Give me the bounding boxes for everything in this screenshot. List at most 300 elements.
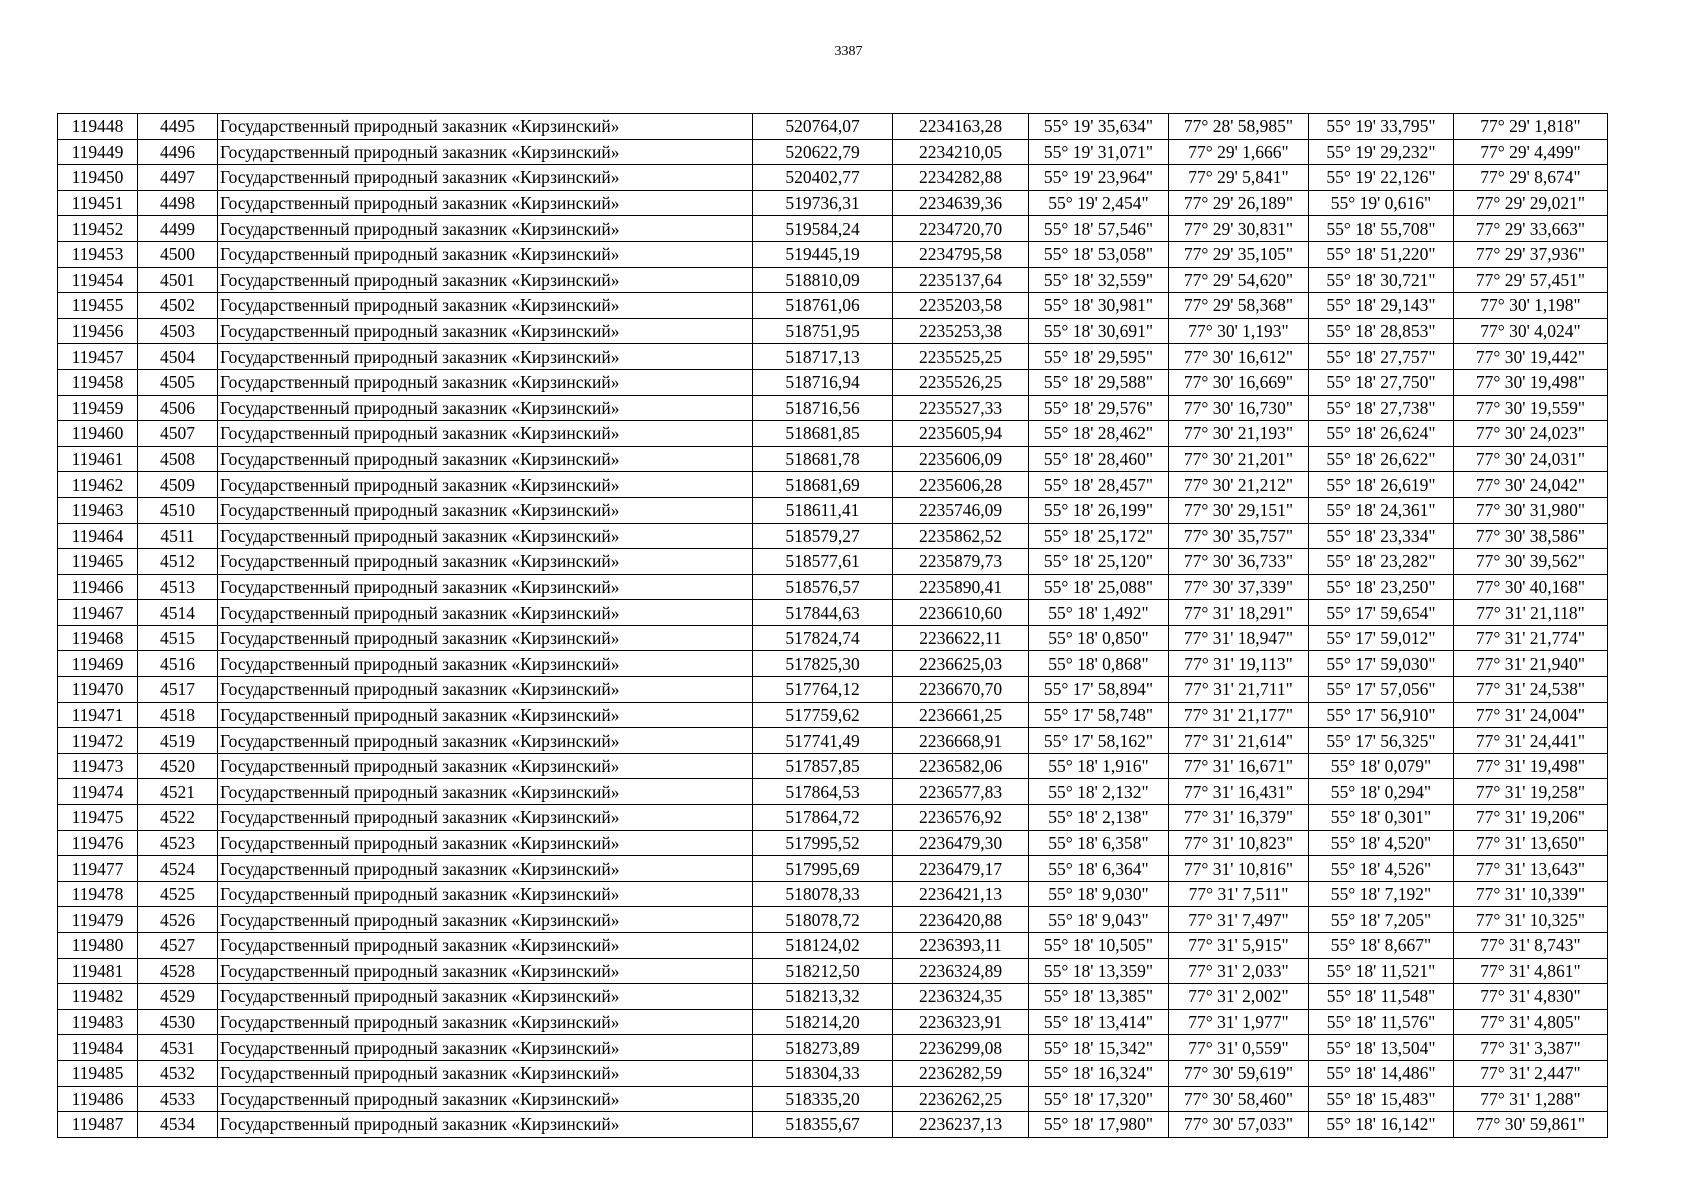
longitude-2-cell: 77° 31' 21,774"	[1454, 625, 1608, 651]
y-coordinate-cell: 2236237,13	[893, 1112, 1029, 1138]
row-id-cell: 119475	[58, 805, 138, 831]
point-number-cell: 4497	[138, 165, 218, 191]
latitude-1-cell: 55° 18' 26,199"	[1029, 497, 1169, 523]
y-coordinate-cell: 2236610,60	[893, 600, 1029, 626]
latitude-1-cell: 55° 19' 31,071"	[1029, 139, 1169, 165]
point-number-cell: 4500	[138, 241, 218, 267]
longitude-1-cell: 77° 31' 2,033"	[1169, 958, 1309, 984]
table-row	[58, 856, 1608, 882]
x-coordinate-cell: 517995,69	[753, 856, 893, 882]
longitude-2-cell: 77° 30' 24,031"	[1454, 446, 1608, 472]
longitude-1-cell: 77° 30' 37,339"	[1169, 574, 1309, 600]
latitude-2-cell: 55° 18' 55,708"	[1309, 216, 1454, 242]
table-row	[58, 1009, 1608, 1035]
row-id-cell: 119483	[58, 1009, 138, 1035]
x-coordinate-cell: 520764,07	[753, 114, 893, 140]
longitude-1-cell: 77° 30' 16,669"	[1169, 369, 1309, 395]
latitude-2-cell: 55° 18' 26,622"	[1309, 446, 1454, 472]
table-row	[58, 472, 1608, 498]
longitude-2-cell: 77° 29' 29,021"	[1454, 190, 1608, 216]
longitude-1-cell: 77° 30' 21,193"	[1169, 421, 1309, 447]
longitude-1-cell: 77° 30' 21,201"	[1169, 446, 1309, 472]
name-cell: Государственный природный заказник «Кирзинский»	[218, 1060, 753, 1086]
longitude-2-cell: 77° 31' 3,387"	[1454, 1035, 1608, 1061]
y-coordinate-cell: 2236393,11	[893, 933, 1029, 959]
latitude-1-cell: 55° 18' 2,138"	[1029, 805, 1169, 831]
latitude-1-cell: 55° 18' 13,385"	[1029, 984, 1169, 1010]
longitude-1-cell: 77° 31' 16,671"	[1169, 753, 1309, 779]
x-coordinate-cell: 518576,57	[753, 574, 893, 600]
y-coordinate-cell: 2235890,41	[893, 574, 1029, 600]
x-coordinate-cell: 518611,41	[753, 497, 893, 523]
point-number-cell: 4517	[138, 677, 218, 703]
y-coordinate-cell: 2236420,88	[893, 907, 1029, 933]
row-id-cell: 119481	[58, 958, 138, 984]
table-row	[58, 421, 1608, 447]
name-cell: Государственный природный заказник «Кирзинский»	[218, 600, 753, 626]
latitude-1-cell: 55° 18' 29,595"	[1029, 344, 1169, 370]
name-cell: Государственный природный заказник «Кирзинский»	[218, 293, 753, 319]
latitude-1-cell: 55° 18' 25,120"	[1029, 549, 1169, 575]
latitude-2-cell: 55° 18' 13,504"	[1309, 1035, 1454, 1061]
latitude-1-cell: 55° 18' 30,691"	[1029, 318, 1169, 344]
table-row	[58, 1112, 1608, 1138]
y-coordinate-cell: 2235525,25	[893, 344, 1029, 370]
row-id-cell: 119457	[58, 344, 138, 370]
row-id-cell: 119456	[58, 318, 138, 344]
row-id-cell: 119466	[58, 574, 138, 600]
longitude-2-cell: 77° 30' 4,024"	[1454, 318, 1608, 344]
x-coordinate-cell: 518716,56	[753, 395, 893, 421]
longitude-1-cell: 77° 29' 58,368"	[1169, 293, 1309, 319]
latitude-2-cell: 55° 18' 11,521"	[1309, 958, 1454, 984]
row-id-cell: 119478	[58, 881, 138, 907]
x-coordinate-cell: 517825,30	[753, 651, 893, 677]
y-coordinate-cell: 2235526,25	[893, 369, 1029, 395]
x-coordinate-cell: 517864,72	[753, 805, 893, 831]
x-coordinate-cell: 517857,85	[753, 753, 893, 779]
y-coordinate-cell: 2234163,28	[893, 114, 1029, 140]
point-number-cell: 4529	[138, 984, 218, 1010]
row-id-cell: 119479	[58, 907, 138, 933]
latitude-1-cell: 55° 19' 23,964"	[1029, 165, 1169, 191]
longitude-2-cell: 77° 31' 19,258"	[1454, 779, 1608, 805]
table-row	[58, 702, 1608, 728]
latitude-1-cell: 55° 18' 0,850"	[1029, 625, 1169, 651]
y-coordinate-cell: 2234282,88	[893, 165, 1029, 191]
table-row	[58, 677, 1608, 703]
latitude-1-cell: 55° 18' 10,505"	[1029, 933, 1169, 959]
row-id-cell: 119455	[58, 293, 138, 319]
name-cell: Государственный природный заказник «Кирзинский»	[218, 114, 753, 140]
longitude-1-cell: 77° 31' 0,559"	[1169, 1035, 1309, 1061]
longitude-1-cell: 77° 29' 26,189"	[1169, 190, 1309, 216]
row-id-cell: 119463	[58, 497, 138, 523]
x-coordinate-cell: 517759,62	[753, 702, 893, 728]
longitude-1-cell: 77° 31' 10,823"	[1169, 830, 1309, 856]
latitude-2-cell: 55° 18' 30,721"	[1309, 267, 1454, 293]
y-coordinate-cell: 2236622,11	[893, 625, 1029, 651]
row-id-cell: 119469	[58, 651, 138, 677]
longitude-2-cell: 77° 31' 19,498"	[1454, 753, 1608, 779]
point-number-cell: 4534	[138, 1112, 218, 1138]
row-id-cell: 119453	[58, 241, 138, 267]
latitude-2-cell: 55° 18' 11,576"	[1309, 1009, 1454, 1035]
y-coordinate-cell: 2236323,91	[893, 1009, 1029, 1035]
longitude-2-cell: 77° 29' 57,451"	[1454, 267, 1608, 293]
x-coordinate-cell: 518681,78	[753, 446, 893, 472]
longitude-1-cell: 77° 29' 30,831"	[1169, 216, 1309, 242]
latitude-2-cell: 55° 19' 0,616"	[1309, 190, 1454, 216]
row-id-cell: 119476	[58, 830, 138, 856]
table-row	[58, 190, 1608, 216]
point-number-cell: 4512	[138, 549, 218, 575]
y-coordinate-cell: 2235606,28	[893, 472, 1029, 498]
name-cell: Государственный природный заказник «Кирзинский»	[218, 856, 753, 882]
point-number-cell: 4498	[138, 190, 218, 216]
y-coordinate-cell: 2236576,92	[893, 805, 1029, 831]
latitude-2-cell: 55° 18' 11,548"	[1309, 984, 1454, 1010]
longitude-1-cell: 77° 29' 5,841"	[1169, 165, 1309, 191]
x-coordinate-cell: 518273,89	[753, 1035, 893, 1061]
latitude-2-cell: 55° 18' 14,486"	[1309, 1060, 1454, 1086]
latitude-2-cell: 55° 19' 29,232"	[1309, 139, 1454, 165]
point-number-cell: 4516	[138, 651, 218, 677]
table-row	[58, 497, 1608, 523]
latitude-1-cell: 55° 18' 9,043"	[1029, 907, 1169, 933]
latitude-2-cell: 55° 18' 8,667"	[1309, 933, 1454, 959]
latitude-1-cell: 55° 18' 28,460"	[1029, 446, 1169, 472]
latitude-2-cell: 55° 18' 23,334"	[1309, 523, 1454, 549]
row-id-cell: 119462	[58, 472, 138, 498]
longitude-1-cell: 77° 31' 10,816"	[1169, 856, 1309, 882]
latitude-1-cell: 55° 18' 6,358"	[1029, 830, 1169, 856]
y-coordinate-cell: 2235879,73	[893, 549, 1029, 575]
y-coordinate-cell: 2235527,33	[893, 395, 1029, 421]
table-row	[58, 165, 1608, 191]
table-row	[58, 1060, 1608, 1086]
longitude-1-cell: 77° 30' 1,193"	[1169, 318, 1309, 344]
latitude-2-cell: 55° 17' 57,056"	[1309, 677, 1454, 703]
latitude-1-cell: 55° 18' 25,088"	[1029, 574, 1169, 600]
longitude-1-cell: 77° 28' 58,985"	[1169, 114, 1309, 140]
name-cell: Государственный природный заказник «Кирзинский»	[218, 702, 753, 728]
point-number-cell: 4503	[138, 318, 218, 344]
longitude-1-cell: 77° 31' 5,915"	[1169, 933, 1309, 959]
longitude-1-cell: 77° 31' 21,711"	[1169, 677, 1309, 703]
latitude-2-cell: 55° 18' 0,294"	[1309, 779, 1454, 805]
latitude-2-cell: 55° 18' 0,079"	[1309, 753, 1454, 779]
latitude-2-cell: 55° 18' 16,142"	[1309, 1112, 1454, 1138]
point-number-cell: 4505	[138, 369, 218, 395]
row-id-cell: 119477	[58, 856, 138, 882]
longitude-1-cell: 77° 31' 21,614"	[1169, 728, 1309, 754]
row-id-cell: 119470	[58, 677, 138, 703]
name-cell: Государственный природный заказник «Кирзинский»	[218, 497, 753, 523]
y-coordinate-cell: 2236324,35	[893, 984, 1029, 1010]
longitude-1-cell: 77° 30' 29,151"	[1169, 497, 1309, 523]
row-id-cell: 119480	[58, 933, 138, 959]
longitude-2-cell: 77° 30' 19,559"	[1454, 395, 1608, 421]
table-row	[58, 574, 1608, 600]
x-coordinate-cell: 518212,50	[753, 958, 893, 984]
table-row	[58, 446, 1608, 472]
longitude-2-cell: 77° 30' 38,586"	[1454, 523, 1608, 549]
x-coordinate-cell: 520402,77	[753, 165, 893, 191]
y-coordinate-cell: 2235746,09	[893, 497, 1029, 523]
table-row	[58, 805, 1608, 831]
latitude-2-cell: 55° 18' 27,757"	[1309, 344, 1454, 370]
name-cell: Государственный природный заказник «Кирзинский»	[218, 446, 753, 472]
x-coordinate-cell: 519584,24	[753, 216, 893, 242]
table-row	[58, 651, 1608, 677]
latitude-1-cell: 55° 18' 17,320"	[1029, 1086, 1169, 1112]
x-coordinate-cell: 518717,13	[753, 344, 893, 370]
x-coordinate-cell: 518304,33	[753, 1060, 893, 1086]
y-coordinate-cell: 2235137,64	[893, 267, 1029, 293]
longitude-1-cell: 77° 31' 16,431"	[1169, 779, 1309, 805]
point-number-cell: 4523	[138, 830, 218, 856]
point-number-cell: 4506	[138, 395, 218, 421]
x-coordinate-cell: 519736,31	[753, 190, 893, 216]
table-row	[58, 241, 1608, 267]
latitude-1-cell: 55° 18' 29,576"	[1029, 395, 1169, 421]
latitude-2-cell: 55° 18' 26,619"	[1309, 472, 1454, 498]
x-coordinate-cell: 517824,74	[753, 625, 893, 651]
x-coordinate-cell: 518214,20	[753, 1009, 893, 1035]
point-number-cell: 4524	[138, 856, 218, 882]
latitude-2-cell: 55° 19' 22,126"	[1309, 165, 1454, 191]
row-id-cell: 119485	[58, 1060, 138, 1086]
longitude-2-cell: 77° 31' 21,940"	[1454, 651, 1608, 677]
row-id-cell: 119465	[58, 549, 138, 575]
y-coordinate-cell: 2236668,91	[893, 728, 1029, 754]
latitude-1-cell: 55° 18' 17,980"	[1029, 1112, 1169, 1138]
name-cell: Государственный природный заказник «Кирзинский»	[218, 677, 753, 703]
longitude-1-cell: 77° 31' 19,113"	[1169, 651, 1309, 677]
longitude-1-cell: 77° 31' 21,177"	[1169, 702, 1309, 728]
x-coordinate-cell: 518810,09	[753, 267, 893, 293]
latitude-2-cell: 55° 18' 7,205"	[1309, 907, 1454, 933]
point-number-cell: 4528	[138, 958, 218, 984]
latitude-1-cell: 55° 18' 53,058"	[1029, 241, 1169, 267]
y-coordinate-cell: 2236661,25	[893, 702, 1029, 728]
latitude-1-cell: 55° 18' 1,916"	[1029, 753, 1169, 779]
table-row	[58, 523, 1608, 549]
longitude-1-cell: 77° 31' 18,947"	[1169, 625, 1309, 651]
name-cell: Государственный природный заказник «Кирзинский»	[218, 805, 753, 831]
x-coordinate-cell: 520622,79	[753, 139, 893, 165]
page-number: 3387	[834, 44, 863, 59]
point-number-cell: 4525	[138, 881, 218, 907]
name-cell: Государственный природный заказник «Кирзинский»	[218, 267, 753, 293]
longitude-2-cell: 77° 31' 21,118"	[1454, 600, 1608, 626]
row-id-cell: 119460	[58, 421, 138, 447]
table-row	[58, 318, 1608, 344]
y-coordinate-cell: 2236670,70	[893, 677, 1029, 703]
latitude-2-cell: 55° 18' 15,483"	[1309, 1086, 1454, 1112]
latitude-1-cell: 55° 18' 30,981"	[1029, 293, 1169, 319]
latitude-1-cell: 55° 18' 28,457"	[1029, 472, 1169, 498]
latitude-2-cell: 55° 18' 29,143"	[1309, 293, 1454, 319]
row-id-cell: 119474	[58, 779, 138, 805]
name-cell: Государственный природный заказник «Кирзинский»	[218, 190, 753, 216]
name-cell: Государственный природный заказник «Кирзинский»	[218, 241, 753, 267]
x-coordinate-cell: 518078,33	[753, 881, 893, 907]
point-number-cell: 4527	[138, 933, 218, 959]
table-row	[58, 395, 1608, 421]
longitude-2-cell: 77° 30' 24,023"	[1454, 421, 1608, 447]
longitude-2-cell: 77° 31' 24,004"	[1454, 702, 1608, 728]
point-number-cell: 4530	[138, 1009, 218, 1035]
name-cell: Государственный природный заказник «Кирзинский»	[218, 958, 753, 984]
point-number-cell: 4495	[138, 114, 218, 140]
table-row	[58, 114, 1608, 140]
name-cell: Государственный природный заказник «Кирзинский»	[218, 318, 753, 344]
point-number-cell: 4513	[138, 574, 218, 600]
y-coordinate-cell: 2236577,83	[893, 779, 1029, 805]
longitude-2-cell: 77° 30' 59,861"	[1454, 1112, 1608, 1138]
x-coordinate-cell: 518681,85	[753, 421, 893, 447]
table-row	[58, 369, 1608, 395]
latitude-1-cell: 55° 18' 1,492"	[1029, 600, 1169, 626]
longitude-1-cell: 77° 29' 35,105"	[1169, 241, 1309, 267]
table-row	[58, 984, 1608, 1010]
x-coordinate-cell: 517995,52	[753, 830, 893, 856]
longitude-2-cell: 77° 30' 1,198"	[1454, 293, 1608, 319]
latitude-2-cell: 55° 17' 56,325"	[1309, 728, 1454, 754]
latitude-2-cell: 55° 17' 59,012"	[1309, 625, 1454, 651]
x-coordinate-cell: 517741,49	[753, 728, 893, 754]
latitude-2-cell: 55° 18' 4,526"	[1309, 856, 1454, 882]
table-row	[58, 625, 1608, 651]
latitude-1-cell: 55° 18' 13,359"	[1029, 958, 1169, 984]
longitude-2-cell: 77° 29' 33,663"	[1454, 216, 1608, 242]
name-cell: Государственный природный заказник «Кирзинский»	[218, 753, 753, 779]
table-row	[58, 779, 1608, 805]
point-number-cell: 4520	[138, 753, 218, 779]
latitude-2-cell: 55° 17' 59,654"	[1309, 600, 1454, 626]
point-number-cell: 4531	[138, 1035, 218, 1061]
table-row	[58, 267, 1608, 293]
y-coordinate-cell: 2236582,06	[893, 753, 1029, 779]
latitude-1-cell: 55° 17' 58,894"	[1029, 677, 1169, 703]
y-coordinate-cell: 2236299,08	[893, 1035, 1029, 1061]
x-coordinate-cell: 518078,72	[753, 907, 893, 933]
latitude-1-cell: 55° 18' 0,868"	[1029, 651, 1169, 677]
name-cell: Государственный природный заказник «Кирзинский»	[218, 344, 753, 370]
point-number-cell: 4522	[138, 805, 218, 831]
name-cell: Государственный природный заказник «Кирзинский»	[218, 625, 753, 651]
x-coordinate-cell: 518579,27	[753, 523, 893, 549]
longitude-2-cell: 77° 29' 4,499"	[1454, 139, 1608, 165]
longitude-1-cell: 77° 30' 16,730"	[1169, 395, 1309, 421]
row-id-cell: 119484	[58, 1035, 138, 1061]
name-cell: Государственный природный заказник «Кирзинский»	[218, 395, 753, 421]
row-id-cell: 119467	[58, 600, 138, 626]
latitude-1-cell: 55° 18' 29,588"	[1029, 369, 1169, 395]
name-cell: Государственный природный заказник «Кирзинский»	[218, 523, 753, 549]
name-cell: Государственный природный заказник «Кирзинский»	[218, 728, 753, 754]
latitude-1-cell: 55° 18' 28,462"	[1029, 421, 1169, 447]
x-coordinate-cell: 518355,67	[753, 1112, 893, 1138]
row-id-cell: 119471	[58, 702, 138, 728]
latitude-2-cell: 55° 18' 27,738"	[1309, 395, 1454, 421]
x-coordinate-cell: 518213,32	[753, 984, 893, 1010]
name-cell: Государственный природный заказник «Кирзинский»	[218, 933, 753, 959]
latitude-2-cell: 55° 18' 23,282"	[1309, 549, 1454, 575]
point-number-cell: 4509	[138, 472, 218, 498]
point-number-cell: 4511	[138, 523, 218, 549]
latitude-2-cell: 55° 18' 0,301"	[1309, 805, 1454, 831]
longitude-1-cell: 77° 30' 57,033"	[1169, 1112, 1309, 1138]
longitude-2-cell: 77° 29' 37,936"	[1454, 241, 1608, 267]
point-number-cell: 4496	[138, 139, 218, 165]
latitude-2-cell: 55° 18' 28,853"	[1309, 318, 1454, 344]
longitude-2-cell: 77° 29' 1,818"	[1454, 114, 1608, 140]
table-row	[58, 907, 1608, 933]
point-number-cell: 4532	[138, 1060, 218, 1086]
y-coordinate-cell: 2234795,58	[893, 241, 1029, 267]
longitude-1-cell: 77° 30' 36,733"	[1169, 549, 1309, 575]
name-cell: Государственный природный заказник «Кирзинский»	[218, 1112, 753, 1138]
x-coordinate-cell: 519445,19	[753, 241, 893, 267]
x-coordinate-cell: 518335,20	[753, 1086, 893, 1112]
longitude-2-cell: 77° 29' 8,674"	[1454, 165, 1608, 191]
latitude-2-cell: 55° 17' 59,030"	[1309, 651, 1454, 677]
point-number-cell: 4526	[138, 907, 218, 933]
table-row	[58, 958, 1608, 984]
latitude-2-cell: 55° 17' 56,910"	[1309, 702, 1454, 728]
table-row	[58, 600, 1608, 626]
y-coordinate-cell: 2235605,94	[893, 421, 1029, 447]
row-id-cell: 119468	[58, 625, 138, 651]
coordinates-table	[57, 113, 1608, 1138]
table-row	[58, 549, 1608, 575]
latitude-2-cell: 55° 18' 4,520"	[1309, 830, 1454, 856]
longitude-1-cell: 77° 31' 18,291"	[1169, 600, 1309, 626]
longitude-2-cell: 77° 31' 4,861"	[1454, 958, 1608, 984]
longitude-2-cell: 77° 31' 24,441"	[1454, 728, 1608, 754]
row-id-cell: 119461	[58, 446, 138, 472]
y-coordinate-cell: 2235203,58	[893, 293, 1029, 319]
latitude-1-cell: 55° 18' 25,172"	[1029, 523, 1169, 549]
latitude-1-cell: 55° 18' 57,546"	[1029, 216, 1169, 242]
longitude-1-cell: 77° 30' 59,619"	[1169, 1060, 1309, 1086]
name-cell: Государственный природный заказник «Кирзинский»	[218, 1035, 753, 1061]
name-cell: Государственный природный заказник «Кирзинский»	[218, 472, 753, 498]
table-row	[58, 139, 1608, 165]
point-number-cell: 4519	[138, 728, 218, 754]
y-coordinate-cell: 2236324,89	[893, 958, 1029, 984]
longitude-2-cell: 77° 30' 31,980"	[1454, 497, 1608, 523]
longitude-2-cell: 77° 31' 13,643"	[1454, 856, 1608, 882]
y-coordinate-cell: 2236625,03	[893, 651, 1029, 677]
point-number-cell: 4515	[138, 625, 218, 651]
name-cell: Государственный природный заказник «Кирзинский»	[218, 907, 753, 933]
point-number-cell: 4518	[138, 702, 218, 728]
x-coordinate-cell: 518124,02	[753, 933, 893, 959]
longitude-1-cell: 77° 31' 7,497"	[1169, 907, 1309, 933]
y-coordinate-cell: 2235862,52	[893, 523, 1029, 549]
y-coordinate-cell: 2235606,09	[893, 446, 1029, 472]
longitude-2-cell: 77° 30' 40,168"	[1454, 574, 1608, 600]
x-coordinate-cell: 518761,06	[753, 293, 893, 319]
name-cell: Государственный природный заказник «Кирзинский»	[218, 139, 753, 165]
point-number-cell: 4508	[138, 446, 218, 472]
x-coordinate-cell: 518681,69	[753, 472, 893, 498]
row-id-cell: 119459	[58, 395, 138, 421]
